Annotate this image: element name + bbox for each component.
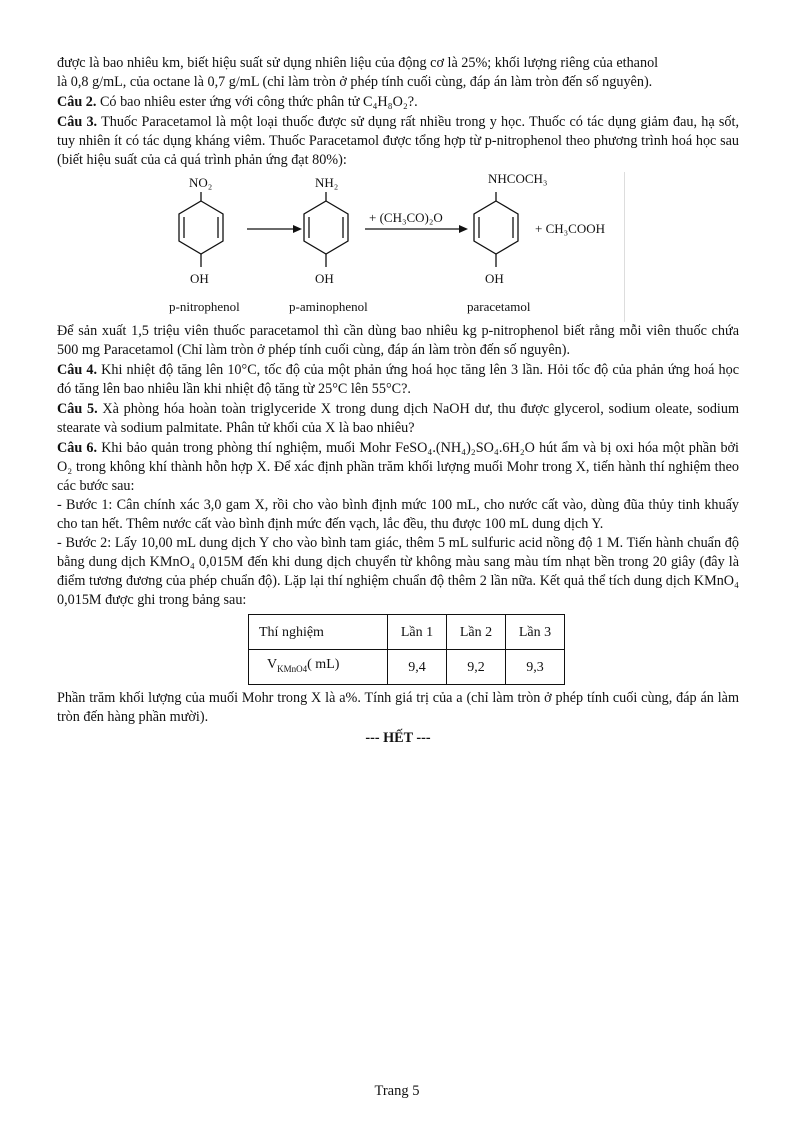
question-6-text: Khi bảo quản trong phòng thí nghiệm, muối Mohr FeSO₄.(NH₄)₂SO₄.6H₂O hút ẩm và bị oxi hóa một phần bởi O₂ trong không khí thành hỗn hợp X. Để xác định phần trăm khối lượng muối Mohr trong X, tiến hành thí nghiệm theo các bước sau:	[57, 440, 739, 494]
oh-label-2: OH	[315, 271, 334, 286]
table-cell: 9,4	[388, 650, 447, 685]
question-6-step-1: - Bước 1: Cân chính xác 3,0 gam X, rồi cho vào bình định mức 100 mL, cho nước cất vào, dùng đũa thủy tinh khuấy cho tan hết. Thêm nước cất vào bình định mức đến vạch, lắc đều, thu được 100 mL dung dịch Y.	[57, 497, 739, 532]
table-row	[249, 650, 565, 685]
question-4	[57, 361, 739, 399]
reagent-label: + (CH₃CO)₂O	[369, 210, 443, 225]
table-header-cell: Lần 1	[388, 615, 447, 650]
volume-unit: ( mL)	[307, 657, 340, 673]
question-3-text: Thuốc Paracetamol là một loại thuốc được sử dụng rất nhiều trong y học. Thuốc có tác dụng giảm đau, hạ sốt, tuy nhiên ít có tác dụng kháng viêm. Thuốc Paracetamol được tổng hợp từ p-nitrophenol theo phương trình hoá học sau (biết hiệu suất của cả quá trình phản ứng đạt 80%):	[57, 114, 739, 168]
question-3	[57, 113, 739, 170]
question-3-followup: Để sản xuất 1,5 triệu viên thuốc paracetamol thì cần dùng bao nhiêu kg p-nitrophenol biết rằng mỗi viên thuốc chứa 500 mg Paracetamol (Chỉ làm tròn ở phép tính cuối cùng, đáp án làm tròn đến số nguyên).	[57, 323, 739, 358]
question-4-text: Khi nhiệt độ tăng lên 10°C, tốc độ của một phản ứng hoá học tăng lên 3 lần. Hỏi tốc độ của phản ứng hoá học đó tăng lên bao nhiêu lần khi nhiệt độ tăng từ 25°C lên 55°C?.	[57, 362, 739, 397]
oh-label-3: OH	[485, 271, 504, 286]
question-3-label: Câu 3.	[57, 114, 98, 130]
table-cell: 9,3	[506, 650, 565, 685]
question-6-label: Câu 6.	[57, 440, 98, 456]
benzene-ring-2	[304, 201, 348, 254]
oh-label-1: OH	[190, 271, 209, 286]
table-header-cell: Lần 2	[447, 615, 506, 650]
page-content	[57, 54, 739, 748]
name-paracetamol: paracetamol	[467, 299, 531, 314]
question-2-text: Có bao nhiêu ester ứng với công thức phân tử C₄H₈O₂?.	[99, 94, 418, 110]
titration-table	[248, 614, 565, 685]
reaction-scheme	[169, 172, 629, 322]
question-4-label: Câu 4.	[57, 362, 97, 378]
benzene-ring-3	[474, 201, 518, 254]
byproduct-label: + CH₃COOH	[535, 221, 606, 236]
question-6	[57, 439, 739, 496]
intro-line-1: được là bao nhiêu km, biết hiệu suất sử dụng nhiên liệu của động cơ là 25%; khối lượng riêng của ethanol	[57, 55, 659, 71]
page-number: Trang 5	[374, 1083, 420, 1099]
name-p-aminophenol: p-aminophenol	[289, 299, 368, 314]
question-5-text: Xà phòng hóa hoàn toàn triglyceride X trong dung dịch NaOH dư, thu được glycerol, sodium oleate, sodium stearate và sodium palmitate. Phân tử khối của X là bao nhiêu?	[57, 401, 740, 436]
end-marker	[57, 729, 739, 748]
question-2-label: Câu 2.	[57, 94, 97, 110]
volume-subscript: KMnO4	[277, 663, 308, 674]
intro-line-2: là 0,8 g/mL, của octane là 0,7 g/mL (chỉ làm tròn ở phép tính cuối cùng, đáp án làm tròn đến số nguyên).	[57, 74, 653, 90]
question-5-label: Câu 5.	[57, 401, 98, 417]
table-header-cell: Thí nghiệm	[249, 615, 388, 650]
nh2-label: NH₂	[315, 175, 339, 190]
question-2	[57, 93, 739, 112]
nhcoch3-label: NHCOCH₃	[488, 172, 548, 186]
question-5	[57, 400, 739, 438]
volume-symbol: V	[267, 657, 278, 673]
no2-label: NO₂	[189, 175, 213, 190]
question-6-step-2: - Bước 2: Lấy 10,00 mL dung dịch Y cho vào bình tam giác, thêm 5 mL sulfuric acid nồng độ 1 M. Tiến hành chuẩn độ bằng dung dịch KMnO₄ 0,015M đến khi dung dịch chuyển từ không màu sang màu tím nhạt bền trong 20 giây (đây là điểm tương đương của phép chuẩn độ). Lặp lại thí nghiệm chuẩn độ thêm 2 lần nữa. Kết quả thể tích dung dịch KMnO₄ 0,015M được ghi trong bảng sau:	[57, 535, 739, 608]
benzene-ring-1	[179, 201, 223, 254]
name-p-nitrophenol: p-nitrophenol	[169, 299, 240, 314]
end-text: --- HẾT ---	[365, 730, 431, 746]
table-row-label	[249, 650, 388, 685]
table-header-cell: Lần 3	[506, 615, 565, 650]
question-6-followup: Phần trăm khối lượng của muối Mohr trong X là a%. Tính giá trị của a (chỉ làm tròn ở phép tính cuối cùng, đáp án làm tròn đến hàng phần mười).	[57, 690, 739, 725]
table-cell: 9,2	[447, 650, 506, 685]
table-header-row	[249, 615, 565, 650]
